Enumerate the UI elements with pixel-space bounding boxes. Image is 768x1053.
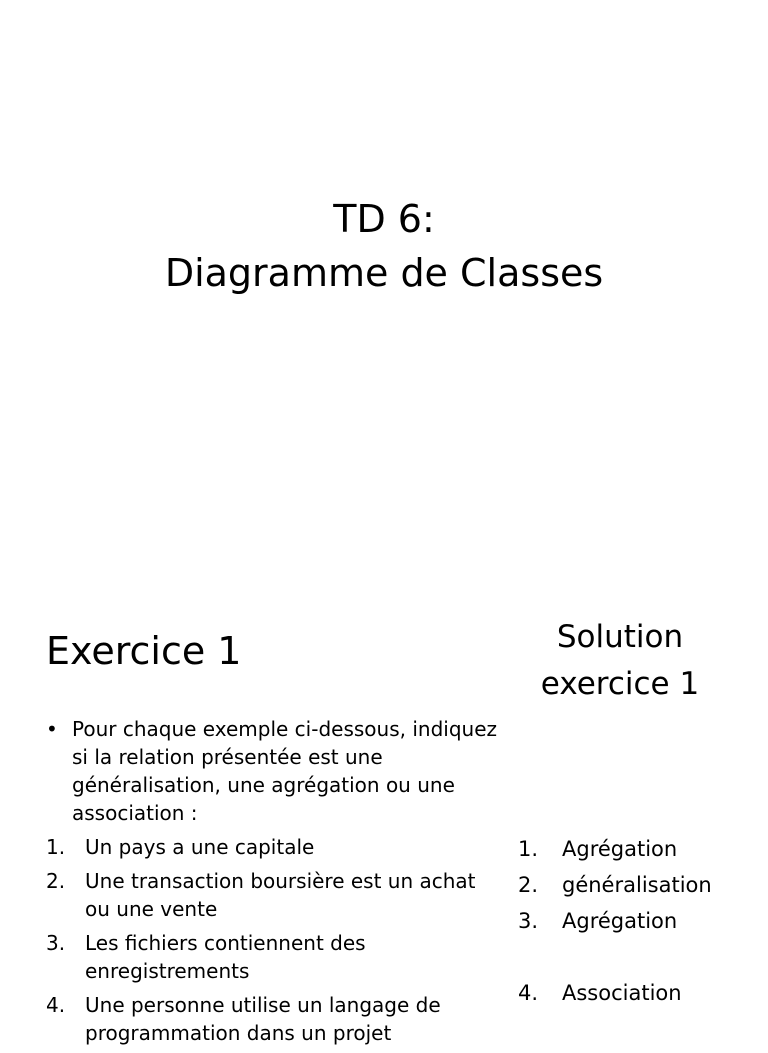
answer-item (518, 906, 677, 936)
question-number: 4. (46, 993, 66, 1017)
slide-title-line-2: Diagramme de Classes (164, 251, 604, 295)
answer-item (518, 870, 712, 900)
question-number: 1. (46, 835, 66, 859)
question-text: Une transaction boursière est un achat ou une vente (85, 869, 476, 921)
exercise-body (46, 715, 506, 1053)
answer-number: 1. (518, 837, 539, 861)
solution-title-line-2: exercice 1 (540, 666, 700, 702)
slide-title-line-1: TD 6: (333, 197, 435, 241)
question-number: 2. (46, 869, 66, 893)
question-item (46, 929, 506, 985)
solution-title (500, 614, 740, 708)
intro-text: Pour chaque exemple ci-dessous, indiquez si la relation présentée est une généralisation, une agrégation ou une association : (72, 717, 497, 825)
question-item (46, 867, 506, 923)
question-text: Une personne utilise un langage de programmation dans un projet (85, 993, 441, 1045)
question-text: Les fichiers contiennent des enregistrements (85, 931, 366, 983)
answer-number: 4. (518, 981, 539, 1005)
answer-item (518, 978, 682, 1008)
bullet-marker: • (46, 717, 58, 741)
question-item (46, 833, 506, 861)
answer-text: généralisation (562, 873, 712, 897)
question-number: 3. (46, 931, 66, 955)
answer-item (518, 834, 677, 864)
solution-title-line-1: Solution (556, 619, 684, 655)
exercise-title: Exercice 1 (46, 629, 242, 673)
answer-text: Association (562, 981, 682, 1005)
slide-title (0, 192, 768, 300)
answer-text: Agrégation (562, 909, 678, 933)
answer-number: 3. (518, 909, 539, 933)
answer-number: 2. (518, 873, 539, 897)
intro-bullet-item (46, 715, 506, 827)
question-item (46, 991, 506, 1047)
question-text: Un pays a une capitale (85, 835, 315, 859)
answer-text: Agrégation (562, 837, 678, 861)
exercise-slide (0, 576, 768, 1045)
